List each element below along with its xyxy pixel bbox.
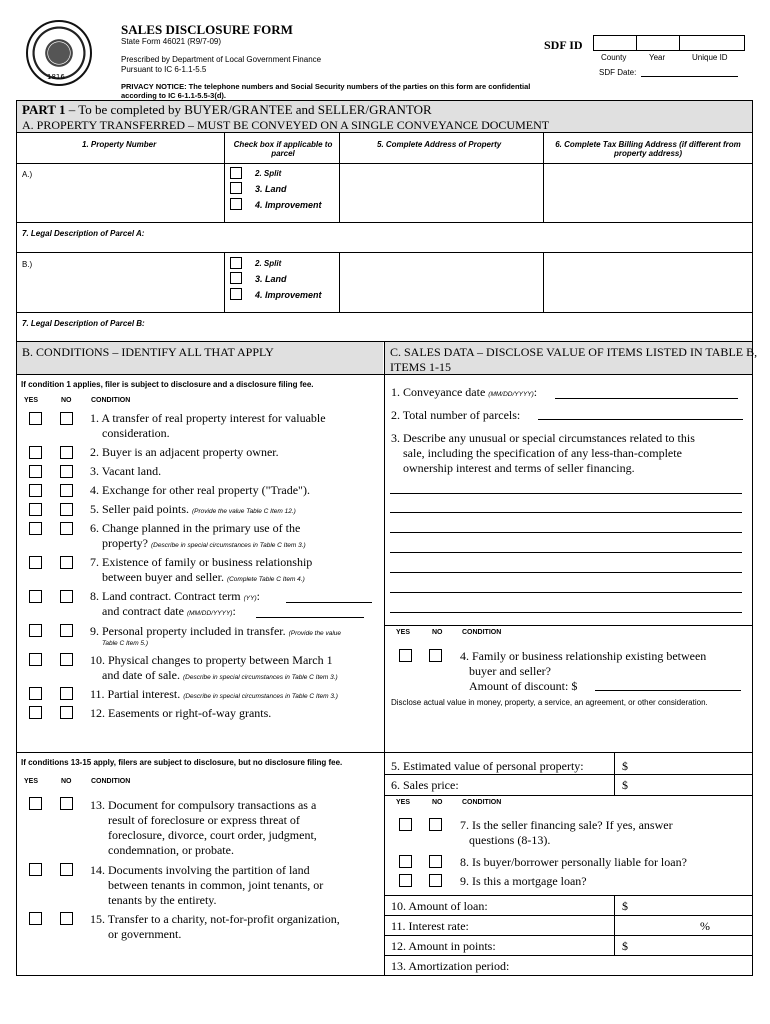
c9-yes-checkbox[interactable] — [29, 624, 42, 637]
col-divider — [224, 252, 225, 312]
c13-text-4: condemnation, or probate. — [108, 843, 234, 857]
yes-header: YES — [396, 629, 411, 636]
col-address: 5. Complete Address of Property — [377, 140, 502, 149]
c4-no-checkbox[interactable] — [60, 484, 73, 497]
c2-no-checkbox[interactable] — [60, 446, 73, 459]
c10-text: 10. Physical changes to property between March 1 — [90, 653, 333, 667]
parcel-b-land-checkbox[interactable] — [230, 272, 242, 284]
s3-line[interactable] — [390, 612, 742, 613]
s12-dollar: $ — [622, 939, 628, 953]
no-header: NO — [432, 799, 443, 806]
c2-yes-checkbox[interactable] — [29, 446, 42, 459]
c15-text: 15. Transfer to a charity, not-for-profit organization, — [90, 912, 340, 926]
year-label: Year — [649, 53, 666, 62]
c8-no-checkbox[interactable] — [60, 590, 73, 603]
c1-text-cont: consideration. — [102, 426, 170, 440]
c3-text: 3. Vacant land. — [90, 464, 162, 478]
divider — [384, 895, 753, 896]
sdf-county-input[interactable] — [594, 36, 637, 50]
pursuant: Pursuant to IC 6-1.1-5.5 — [121, 65, 207, 74]
parcel-a-split-checkbox[interactable] — [230, 167, 242, 179]
c8-yes-checkbox[interactable] — [29, 590, 42, 603]
parcel-b-label: B.) — [22, 260, 33, 269]
c6-no-checkbox[interactable] — [60, 522, 73, 535]
col-divider — [339, 252, 340, 312]
sdf-year-input[interactable] — [637, 36, 680, 50]
c6-text-cont: property? (Describe in special circumstances in Table C Item 3.) — [102, 536, 306, 550]
parcel-b-split-label: 2. Split — [255, 259, 282, 268]
section-b-title: B. CONDITIONS – IDENTIFY ALL THAT APPLY — [22, 345, 274, 359]
divider — [384, 774, 753, 775]
c8-text: 8. Land contract. Contract term (YY): — [90, 589, 260, 603]
c3-no-checkbox[interactable] — [60, 465, 73, 478]
s7-yes-checkbox[interactable] — [399, 818, 412, 831]
section-c-title-cont: ITEMS 1-15 — [390, 360, 451, 374]
privacy-notice: PRIVACY NOTICE: The telephone numbers and Social Security numbers of the parties on this form are confidential — [121, 82, 531, 91]
c1-text: 1. A transfer of real property interest for valuable — [90, 411, 326, 425]
s8-yes-checkbox[interactable] — [399, 855, 412, 868]
c4-yes-checkbox[interactable] — [29, 484, 42, 497]
c15-text-2: or government. — [108, 927, 182, 941]
c10-text-cont: and date of sale. (Describe in special circumstances in Table C Item 3.) — [102, 668, 338, 682]
s5-dollar: $ — [622, 759, 628, 773]
county-label: County — [601, 53, 627, 62]
s10-label: 10. Amount of loan: — [391, 899, 488, 913]
divider — [16, 312, 753, 313]
s11-label: 11. Interest rate: — [391, 919, 469, 933]
c1-yes-checkbox[interactable] — [29, 412, 42, 425]
divider — [384, 935, 753, 936]
c5-yes-checkbox[interactable] — [29, 503, 42, 516]
s4-discount-label: Amount of discount: $ — [469, 679, 578, 693]
s6-dollar: $ — [622, 778, 628, 792]
col-divider — [543, 132, 544, 222]
condition-header: CONDITION — [462, 629, 502, 636]
privacy-notice-cont: according to IC 6-1.1-5.5-3(d). — [121, 91, 227, 100]
s3-line[interactable] — [390, 512, 742, 513]
s3-line[interactable] — [390, 493, 742, 494]
s7-text: 7. Is the seller financing sale? If yes, answer — [460, 818, 673, 832]
unique-id-label: Unique ID — [692, 53, 728, 62]
s3-line[interactable] — [390, 552, 742, 553]
s3-label-3: ownership interest and terms of seller financing. — [403, 461, 635, 475]
divider — [384, 955, 753, 956]
col-divider — [339, 132, 340, 222]
c7-text: 7. Existence of family or business relationship — [90, 555, 313, 569]
s12-label: 12. Amount in points: — [391, 939, 496, 953]
c11-yes-checkbox[interactable] — [29, 687, 42, 700]
divider — [384, 795, 753, 796]
c1-no-checkbox[interactable] — [60, 412, 73, 425]
parcel-b-split-checkbox[interactable] — [230, 257, 242, 269]
contract-term-field[interactable] — [286, 602, 372, 603]
no-header: NO — [61, 778, 72, 785]
c5-no-checkbox[interactable] — [60, 503, 73, 516]
no-header: NO — [61, 397, 72, 404]
c13-text-2: result of foreclosure or express threat of — [108, 813, 300, 827]
sdf-unique-id-input[interactable] — [680, 36, 744, 50]
parcel-a-label: A.) — [22, 170, 33, 179]
c10-no-checkbox[interactable] — [60, 653, 73, 666]
s8-text: 8. Is buyer/borrower personally liable for loan? — [460, 855, 687, 869]
c11-text: 11. Partial interest. (Describe in special circumstances in Table C Item 3.) — [90, 687, 338, 701]
s9-yes-checkbox[interactable] — [399, 874, 412, 887]
s4-no-checkbox[interactable] — [429, 649, 442, 662]
s13-label: 13. Amortization period: — [391, 959, 510, 973]
s8-no-checkbox[interactable] — [429, 855, 442, 868]
c13-no-checkbox[interactable] — [60, 797, 73, 810]
c15-no-checkbox[interactable] — [60, 912, 73, 925]
total-parcels-field[interactable] — [538, 419, 743, 420]
parcel-a-land-label: 3. Land — [255, 184, 287, 194]
divider — [16, 252, 753, 253]
condition-header: CONDITION — [91, 778, 131, 785]
c14-text-3: tenants by the entirety. — [108, 893, 217, 907]
conveyance-date-field[interactable] — [555, 398, 738, 399]
yes-header: YES — [396, 799, 411, 806]
parcel-a-improvement-label: 4. Improvement — [255, 200, 322, 210]
yes-header: YES — [24, 778, 39, 785]
c12-no-checkbox[interactable] — [60, 706, 73, 719]
condition-note-2: If conditions 13-15 apply, filers are subject to disclosure, but no disclosure filing fee. — [21, 758, 343, 767]
c4-text: 4. Exchange for other real property ("Trade"). — [90, 483, 310, 497]
s3-label: 3. Describe any unusual or special circumstances related to this — [391, 431, 695, 445]
condition-note-1: If condition 1 applies, filer is subject to disclosure and a disclosure filing fee. — [21, 380, 314, 389]
divider — [16, 163, 753, 164]
seal-center-icon — [48, 42, 70, 64]
s10-dollar: $ — [622, 899, 628, 913]
parcel-a-legal-label: 7. Legal Description of Parcel A: — [22, 229, 145, 238]
s3-line[interactable] — [390, 572, 742, 573]
c7-yes-checkbox[interactable] — [29, 556, 42, 569]
s7-text-2: questions (8-13). — [469, 833, 551, 847]
yes-header: YES — [24, 397, 39, 404]
c12-text: 12. Easements or right-of-way grants. — [90, 706, 272, 720]
c7-text-cont: between buyer and seller. (Complete Table C Item 4.) — [102, 570, 305, 584]
seal-year: 1816 — [47, 73, 65, 81]
center-divider — [384, 341, 385, 976]
form-number: State Form 46021 (R9/7-09) — [121, 37, 222, 46]
c13-text: 13. Document for compulsory transactions as a — [90, 798, 317, 812]
sdf-id-fields[interactable] — [593, 35, 745, 51]
s3-line[interactable] — [390, 592, 742, 593]
parcel-b-land-label: 3. Land — [255, 274, 287, 284]
col-divider — [614, 895, 615, 956]
divider — [16, 132, 753, 133]
s4-text: 4. Family or business relationship existing between — [460, 649, 707, 663]
col-property-number: 1. Property Number — [82, 140, 157, 149]
s3-label-2: sale, including the specification of any less-than-complete — [403, 446, 682, 460]
s9-no-checkbox[interactable] — [429, 874, 442, 887]
c9-note: Table C Item 5.) — [102, 640, 149, 647]
c6-yes-checkbox[interactable] — [29, 522, 42, 535]
sdf-date-field[interactable] — [641, 76, 738, 77]
parcel-b-improvement-label: 4. Improvement — [255, 290, 322, 300]
no-header: NO — [432, 629, 443, 636]
s9-text: 9. Is this a mortgage loan? — [460, 874, 587, 888]
sdf-date-label: SDF Date: — [599, 68, 637, 77]
c10-yes-checkbox[interactable] — [29, 653, 42, 666]
divider — [16, 752, 385, 753]
c15-yes-checkbox[interactable] — [29, 912, 42, 925]
divider — [384, 915, 753, 916]
s4-text-2: buyer and seller? — [469, 664, 551, 678]
c6-text: 6. Change planned in the primary use of the — [90, 521, 301, 535]
disclose-note: Disclose actual value in money, property, a service, an agreement, or other consideration. — [391, 698, 708, 707]
sdf-id-label: SDF ID — [544, 38, 583, 52]
parcel-a-split-label: 2. Split — [255, 169, 282, 178]
c9-no-checkbox[interactable] — [60, 624, 73, 637]
part1-title: PART 1 – To be completed by BUYER/GRANTEE and SELLER/GRANTOR — [22, 102, 432, 117]
parcel-a-improvement-checkbox[interactable] — [230, 198, 242, 210]
c8-text-cont: and contract date (MM/DD/YYYY): — [102, 604, 236, 618]
section-a-title: A. PROPERTY TRANSFERRED – MUST BE CONVEYED ON A SINGLE CONVEYANCE DOCUMENT — [22, 118, 550, 132]
col-divider — [543, 252, 544, 312]
s1-label: 1. Conveyance date (MM/DD/YYYY): — [391, 385, 538, 399]
parcel-b-improvement-checkbox[interactable] — [230, 288, 242, 300]
contract-date-field[interactable] — [256, 617, 364, 618]
col-divider — [224, 132, 225, 222]
c13-text-3: foreclosure, divorce, court order, judgment, — [108, 828, 317, 842]
c2-text: 2. Buyer is an adjacent property owner. — [90, 445, 279, 459]
discount-amount-field[interactable] — [595, 690, 741, 691]
c13-yes-checkbox[interactable] — [29, 797, 42, 810]
c9-text: 9. Personal property included in transfer. (Provide the value — [90, 624, 342, 638]
divider — [384, 752, 753, 753]
condition-header: CONDITION — [91, 397, 131, 404]
c12-yes-checkbox[interactable] — [29, 706, 42, 719]
col-checkbox: Check box if applicable to parcel — [233, 140, 333, 158]
c11-no-checkbox[interactable] — [60, 687, 73, 700]
s11-percent: % — [700, 919, 710, 933]
c5-text: 5. Seller paid points. (Provide the value Table C Item 12.) — [90, 502, 296, 516]
divider — [384, 625, 753, 626]
c14-no-checkbox[interactable] — [60, 863, 73, 876]
condition-header: CONDITION — [462, 799, 502, 806]
parcel-b-legal-label: 7. Legal Description of Parcel B: — [22, 319, 145, 328]
s3-line[interactable] — [390, 532, 742, 533]
c7-no-checkbox[interactable] — [60, 556, 73, 569]
parcel-a-land-checkbox[interactable] — [230, 182, 242, 194]
s6-label: 6. Sales price: — [391, 778, 459, 792]
s5-label: 5. Estimated value of personal property: — [391, 759, 584, 773]
c3-yes-checkbox[interactable] — [29, 465, 42, 478]
col-tax-address: 6. Complete Tax Billing Address (if different from property address) — [555, 140, 741, 158]
s2-label: 2. Total number of parcels: — [391, 408, 521, 422]
divider — [16, 222, 753, 223]
s4-yes-checkbox[interactable] — [399, 649, 412, 662]
form-title: SALES DISCLOSURE FORM — [121, 22, 293, 37]
s7-no-checkbox[interactable] — [429, 818, 442, 831]
c14-yes-checkbox[interactable] — [29, 863, 42, 876]
section-c-title: C. SALES DATA – DISCLOSE VALUE OF ITEMS LISTED IN TABLE B, — [390, 345, 758, 359]
c14-text: 14. Documents involving the partition of land — [90, 863, 310, 877]
prescribed-by: Prescribed by Department of Local Government Finance — [121, 55, 322, 64]
c14-text-2: between tenants in common, joint tenants, or — [108, 878, 324, 892]
